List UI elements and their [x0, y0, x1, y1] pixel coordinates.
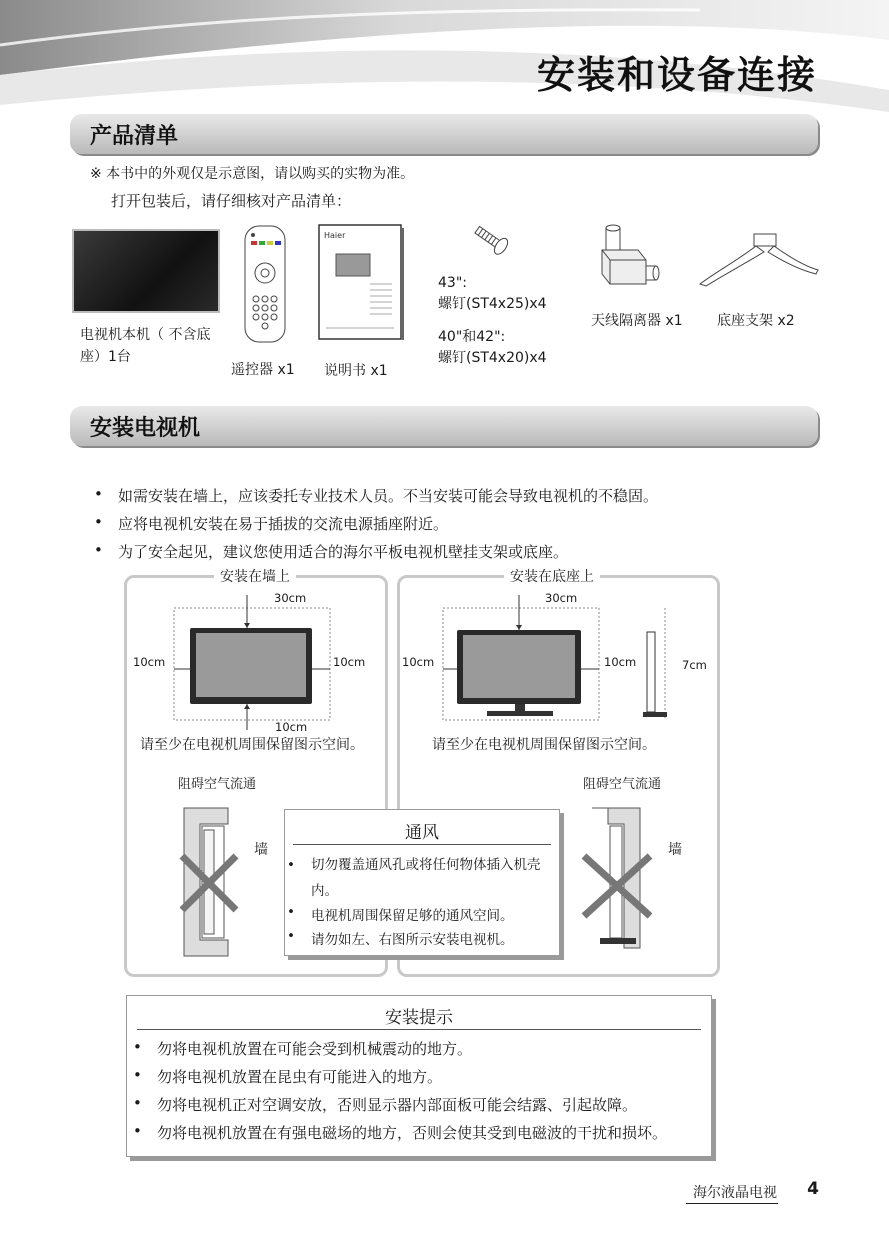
section-header-products: [70, 114, 818, 154]
footer-rule: [686, 1203, 778, 1204]
wall-airflow-label: 阻碍空气流通: [178, 777, 257, 792]
tip-item-2: • 勿将电视机放置在昆虫有可能进入的地方。: [157, 1066, 442, 1087]
page-number: 4: [807, 1179, 819, 1199]
stand-blocked-airflow-diagram: [580, 800, 664, 952]
stand-back-clearance: 7cm: [682, 658, 707, 672]
svg-text:Haier: Haier: [324, 231, 346, 240]
installation-tips-box: [126, 995, 712, 1157]
stand-bracket-image: [698, 230, 822, 290]
wall-label-left: 墙: [254, 842, 268, 858]
ventilation-divider: [293, 844, 551, 845]
screw-40-42-size: 40"和42":: [438, 329, 506, 345]
ventilation-item-2: • 电视机周围保留足够的通风空间。: [311, 904, 514, 924]
screw-43-size: 43":: [438, 275, 467, 291]
page-title: 安装和设备连接: [536, 53, 817, 97]
section-header-install: [70, 406, 818, 446]
ventilation-box: [284, 809, 560, 956]
tip-item-4: • 勿将电视机放置在有强电磁场的地方，否则会使其受到电磁波的干扰和损坏。: [157, 1122, 667, 1143]
stand-left-clearance: 10cm: [402, 655, 435, 669]
tip-item-1: • 勿将电视机放置在可能会受到机械震动的地方。: [157, 1038, 472, 1059]
antenna-isolator-label: 天线隔离器 x1: [591, 313, 683, 329]
wall-bottom-clearance: 10cm: [275, 720, 308, 734]
manual-label: 说明书 x1: [324, 363, 388, 379]
install-bullet-2: • 应将电视机安装在易于插拔的交流电源插座附近。: [118, 513, 448, 534]
antenna-isolator-image: [598, 222, 660, 294]
manual-booklet-image: [318, 224, 404, 342]
install-bullet-1: • 如需安装在墙上，应该委托专业技术人员。不当安装可能会导致电视机的不稳固。: [118, 485, 658, 506]
install-bullet-3: • 为了安全起见，建议您使用适合的海尔平板电视机壁挂支架或底座。: [118, 541, 568, 562]
tip-item-3: • 勿将电视机正对空调安放，否则显示器内部面板可能会结露、引起故障。: [157, 1094, 637, 1115]
section-title: 安装电视机: [90, 416, 201, 441]
remote-control-label: 遥控器 x1: [231, 362, 295, 378]
stand-top-clearance: 30cm: [545, 591, 578, 605]
screw-40-42-spec: 螺钉(ST4x20)x4: [438, 350, 547, 366]
ventilation-item-3: • 请勿如左、右图所示安装电视机。: [311, 928, 514, 948]
stand-bracket-label: 底座支架 x2: [717, 313, 795, 329]
wall-left-clearance: 10cm: [133, 655, 166, 669]
wall-label-right: 墙: [668, 842, 682, 858]
tv-unit-image: [72, 229, 220, 313]
wall-top-clearance: 30cm: [274, 591, 307, 605]
wall-blocked-airflow-diagram: [176, 800, 256, 964]
stand-airflow-label: 阻碍空气流通: [583, 777, 662, 792]
footer-brand: 海尔液晶电视: [693, 1185, 777, 1201]
wall-caption: 请至少在电视机周围保留图示空间。: [140, 737, 364, 753]
section-title: 产品清单: [90, 124, 179, 149]
stand-mount-clearance-diagram: [401, 590, 711, 730]
remote-control-image: [244, 225, 286, 343]
disclaimer-note: ※ 本书中的外观仅是示意图，请以购买的实物为准。: [90, 166, 415, 182]
stand-caption: 请至少在电视机周围保留图示空间。: [432, 737, 656, 753]
stand-right-clearance: 10cm: [604, 655, 637, 669]
stand-mount-panel-title: 安装在底座上: [504, 566, 600, 586]
tips-divider: [137, 1029, 701, 1030]
ventilation-item-1: • 切勿覆盖通风孔或将任何物体插入机壳内。: [311, 852, 541, 904]
ventilation-title: 通风: [405, 823, 439, 843]
screw-icon: [470, 222, 514, 258]
wall-mount-panel-title: 安装在墙上: [214, 566, 296, 586]
screw-43-spec: 螺钉(ST4x25)x4: [438, 296, 547, 312]
wall-right-clearance: 10cm: [333, 655, 366, 669]
checklist-instruction: 打开包装后，请仔细核对产品清单：: [111, 192, 352, 210]
tv-unit-label: 电视机本机（ 不含底座）1台: [80, 327, 211, 365]
installation-tips-title: 安装提示: [385, 1008, 453, 1028]
